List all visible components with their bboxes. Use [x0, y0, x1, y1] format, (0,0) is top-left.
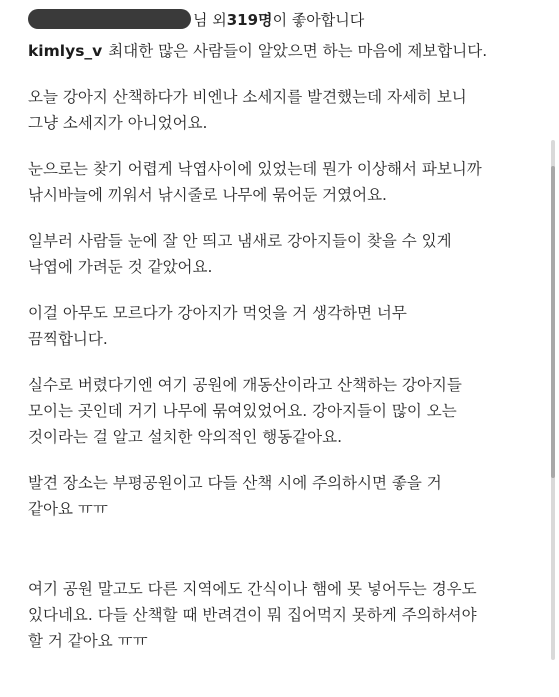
likes-summary[interactable] [28, 6, 364, 32]
caption-intro-text: 최대한 많은 사람들이 알았으면 하는 마음에 제보합니다. [108, 42, 488, 60]
likes-text-suffix: 이 좋아합니다 [272, 10, 365, 29]
likes-count[interactable]: 319명 [226, 10, 273, 29]
caption-paragraph: 이걸 아무도 모르다가 강아지가 먹엇을 거 생각하면 너무 끔찍합니다. [28, 304, 407, 348]
author-username[interactable]: kimlys_v [28, 42, 103, 60]
caption-intro [28, 38, 528, 64]
caption-paragraph: 눈으로는 찾기 어렵게 낙엽사이에 있었는데 뭔가 이상해서 파보니까 낚시바늘에 끼워서 낚시줄로 나무에 묶어둔 거였어요. [28, 160, 482, 204]
caption-paragraph: 발견 장소는 부평공원이고 다들 산책 시에 주의하시면 좋을 거 같아요 ㅠㅠ [28, 474, 442, 518]
likes-text-prefix: 님 외 [193, 10, 227, 29]
caption-paragraph: 여기 공원 말고도 다른 지역에도 간식이나 햄에 못 넣어두는 경우도 있다네요. 다들 산책할 때 반려견이 뭐 집어먹지 못하게 주의하셔야 할 거 같아요 ㅠㅠ [28, 580, 477, 650]
vertical-scrollbar[interactable] [551, 140, 555, 660]
caption-paragraph: 일부러 사람들 눈에 잘 안 띄고 냄새로 강아지들이 찾을 수 있게 낙엽에 가려둔 것 같았어요. [28, 232, 452, 276]
caption-paragraph: 오늘 강아지 산책하다가 비엔나 소세지를 발견했는데 자세히 보니 그냥 소세지가 아니었어요. [28, 88, 467, 132]
caption-paragraph: 실수로 버렸다기엔 여기 공원에 개동산이라고 산책하는 강아지들 모이는 곳인데 거기 나무에 묶여있었어요. 강아지들이 많이 오는 것이라는 걸 알고 설치한 악의적인 행동같아요. [28, 376, 462, 446]
post-caption [28, 38, 528, 674]
scrollbar-thumb[interactable] [551, 166, 555, 478]
redacted-usernames [28, 9, 191, 29]
